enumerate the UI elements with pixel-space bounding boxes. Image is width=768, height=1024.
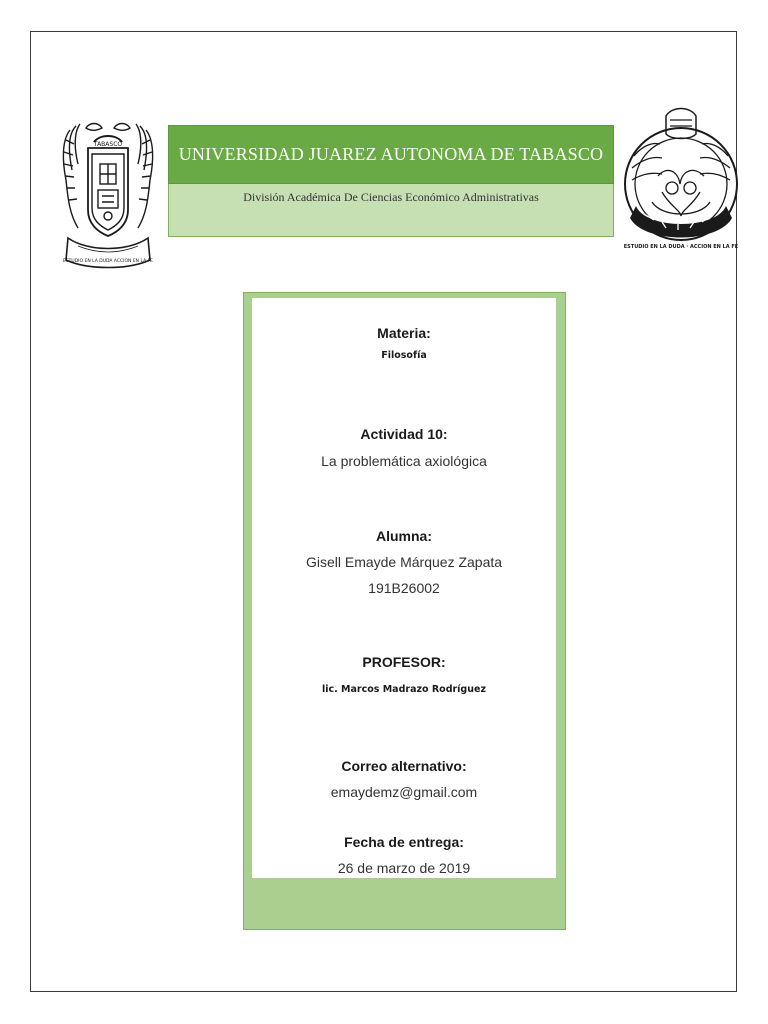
- correo-label: Correo alternativo:: [341, 758, 467, 774]
- division-subtitle: División Académica De Ciencias Económico Administrativas: [168, 184, 614, 237]
- university-title: UNIVERSIDAD JUAREZ AUTONOMA DE TABASCO: [168, 125, 614, 184]
- cover-card: [252, 298, 556, 878]
- ujat-circular-seal-icon: [622, 106, 740, 258]
- correo-value: emaydemz@gmail.com: [330, 784, 478, 800]
- profesor-value: lic. Marcos Madrazo Rodríguez: [322, 684, 486, 695]
- svg-text:ESTUDIO EN LA DUDA · ACCION EN: ESTUDIO EN LA DUDA · ACCION EN LA FE: [623, 244, 739, 250]
- actividad-value: La problemática axiológica: [321, 453, 487, 469]
- alumna-label: Alumna:: [376, 528, 432, 544]
- profesor-label: PROFESOR:: [362, 654, 446, 670]
- fecha-label: Fecha de entrega:: [344, 834, 464, 850]
- actividad-label: Actividad 10:: [360, 426, 448, 442]
- alumna-name: Gisell Emayde Márquez Zapata: [305, 554, 503, 570]
- svg-text:ESTUDIO EN LA DUDA ACCION EN L: ESTUDIO EN LA DUDA ACCION EN LA FE: [62, 259, 154, 264]
- alumna-id: 191B26002: [368, 580, 440, 596]
- ujat-shield-crest-icon: [58, 120, 158, 272]
- fecha-value: 26 de marzo de 2019: [337, 860, 471, 876]
- svg-text:TABASCO: TABASCO: [93, 141, 123, 148]
- materia-label: Materia:: [377, 325, 431, 341]
- materia-value: Filosofía: [381, 350, 427, 361]
